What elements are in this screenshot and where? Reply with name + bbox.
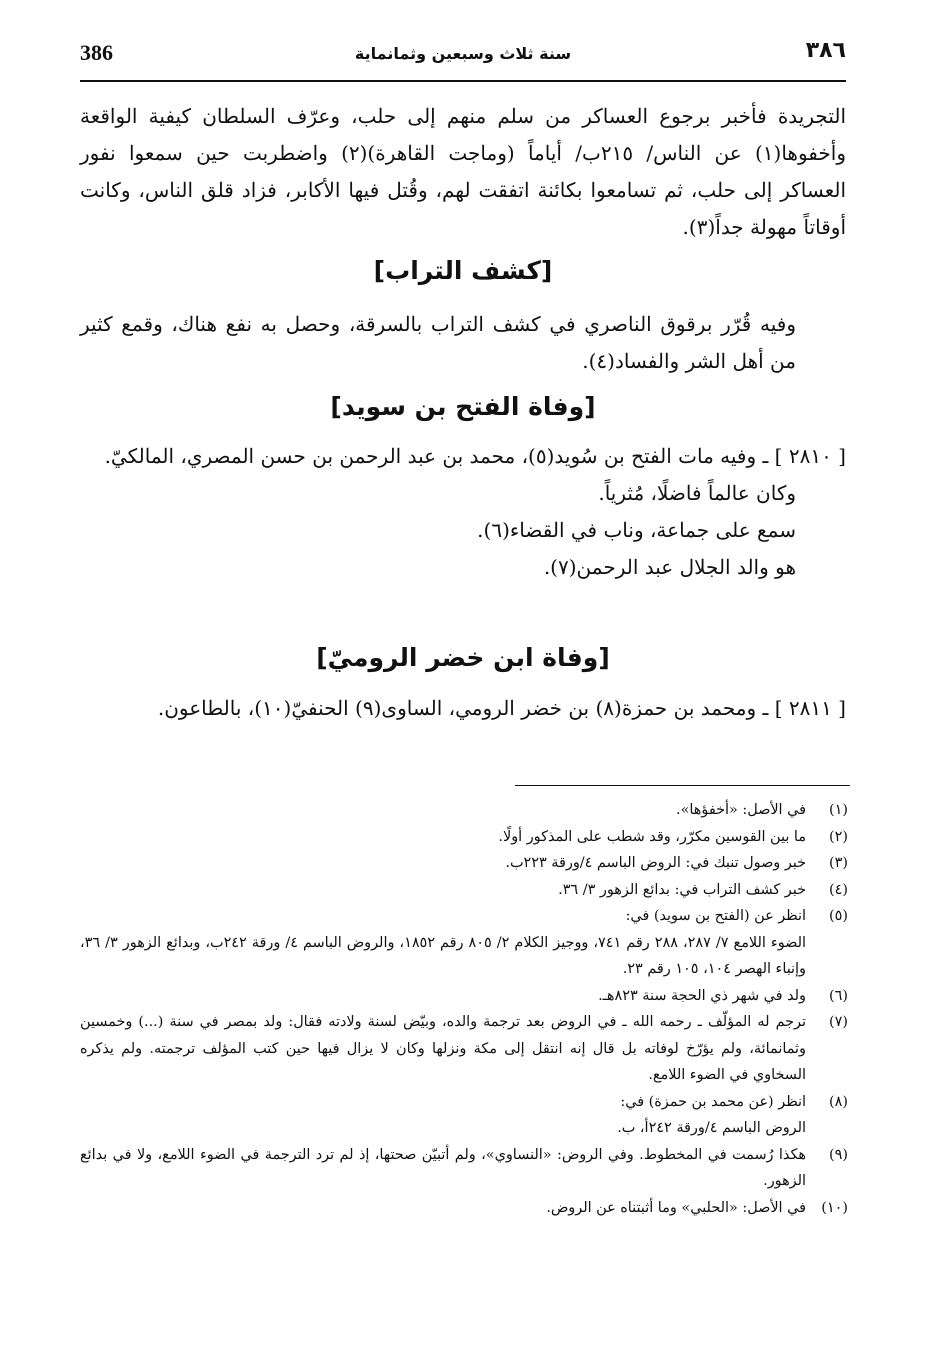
footnote-number: (١) [829,802,848,818]
footnote-number: (٦) [829,987,848,1004]
footnote-text: ولد في شهر ذي الحجة سنة ٨٢٣هـ. [598,987,806,1004]
footnote-number: (٩) [829,1146,848,1163]
footnote-separator [515,785,850,786]
page-number-arabic: ٣٨٦ [805,38,846,63]
footnote-number: (٢) [829,828,848,845]
footnote [80,850,848,877]
footnote-text: خبر كشف التراب في: بدائع الزهور ٣/ ٣٦. [558,881,806,898]
footnote-text: انظر عن (الفتح بن سويد) في: [625,908,806,924]
footnote-number: (٤) [829,881,848,898]
footnote-text: الضوء اللامع ٧/ ٢٨٧، ٢٨٨ رقم ٧٤١، ووجيز الكلام ٢/ ٨٠٥ رقم ١٨٥٢، والروض الباسم ٤/ ورقة ٢٤٢ب، وبدائع الزهور ٣/ ٣٦، وإنباء الهصر ١٠٤، ١٠٥ رقم ٢٣. [80,934,806,977]
footnote-text: هكذا رُسمت في المخطوط. وفي الروض: «النساوي»، ولم أتبيّن صحتها، إذ لم ترد الترجمة في الضوء اللامع، ولا في بدائع الزهور. [80,1146,806,1189]
footnote [80,1089,848,1142]
footnote-text: خبر وصول تنبك في: الروض الباسم ٤/ورقة ٢٢٣ب. [505,855,806,871]
footnote-text: في الأصل: «الحلبي» وما أثبتناه عن الروض. [546,1199,806,1216]
section-heading-wafat-ibn-khidr: [وفاة ابن خضر الروميّ] [316,643,610,672]
page-header [80,34,846,82]
footnotes [80,797,848,1221]
footnote-text: ترجم له المؤلّف ـ رحمه الله ـ في الروض بعد ترجمة والده، وبيّض لسنة ولادته فقال: ولد بمصر في سنة (...) وخمسين وثمانمائة، ولم يؤرّخ لوفاته بل قال إنه انتقل إلى مكة ونزلها وكان لا يزال فيها حين كتب المؤلف ترجمته. ولم يذكره السخاوي في الضوء اللامع. [80,1014,806,1083]
entry-2810-line-2: سمع على جماعة، وناب في القضاء(٦). [477,518,796,542]
section-kashf-al-turab-body [80,306,846,380]
entry-2811: [ ٢٨١١ ] ـ ومحمد بن حمزة(٨) بن خضر الرومي، الساوى(٩) الحنفيّ(١٠)، بالطاعون. [157,696,846,720]
footnote [80,824,848,851]
footnote-number: (٧) [829,1014,848,1030]
running-title: سنة ثلاث وسبعين وثمانماية [354,44,572,63]
footnote [80,1195,848,1222]
footnote [80,877,848,904]
section-wafat-al-fath-body [80,438,846,586]
footnote [80,903,848,983]
footnote [80,797,848,824]
intro-paragraph [80,98,846,246]
footnote [80,1009,848,1089]
footnote-text: في الأصل: «أخفؤها». [676,802,806,818]
entry-2810-line-1: وكان عالماً فاضلًا، مُثرياً. [598,481,796,505]
footnote [80,983,848,1010]
footnote-text: الروض الباسم ٤/ورقة ٢٤٢أ، ب. [617,1120,806,1136]
entry-2810-line-3: هو والد الجلال عبد الرحمن(٧). [543,555,796,579]
footnote-text: ما بين القوسين مكرّر، وقد شطب على المذكور أولًا. [498,828,806,845]
footnote-number: (٥) [829,908,848,924]
section-wafat-ibn-khidr-body [80,690,846,727]
intro-text: التجريدة فأخبر برجوع العساكر من سلم منهم إلى حلب، وعرّف السلطان كيفية الواقعة وأخفوها(١) عن الناس/ ٢١٥ب/ أياماً (وماجت القاهرة)(٢) واضطربت حين سمعوا نفور العساكر إلى حلب، ثم تسامعوا بكائنة اتفقت لهم، وقُتل فيها الأكابر، فزاد قلق الناس، وكانت أوقاتاً مهولة جداً(٣). [80,104,846,239]
footnote-number: (٣) [829,855,848,871]
entry-2810: [ ٢٨١٠ ] ـ وفيه مات الفتح بن سُويد(٥)، محمد بن عبد الرحمن بن حسن المصري، المالكيّ. [104,444,846,468]
kashf-al-turab-text: وفيه قُرّر برقوق الناصري في كشف التراب بالسرقة، وحصل به نفع هناك، وقمع كثير من أهل الشر والفساد(٤). [80,312,796,373]
footnote [80,1142,848,1195]
page-number-latin: 386 [80,40,113,65]
footnote-number: (١٠) [821,1199,848,1216]
footnote-number: (٨) [829,1093,848,1110]
section-heading-wafat-al-fath: [وفاة الفتح بن سويد] [330,392,596,421]
footnote-text: انظر (عن محمد بن حمزة) في: [620,1093,806,1110]
section-heading-kashf-al-turab: [كشف التراب] [373,256,553,285]
